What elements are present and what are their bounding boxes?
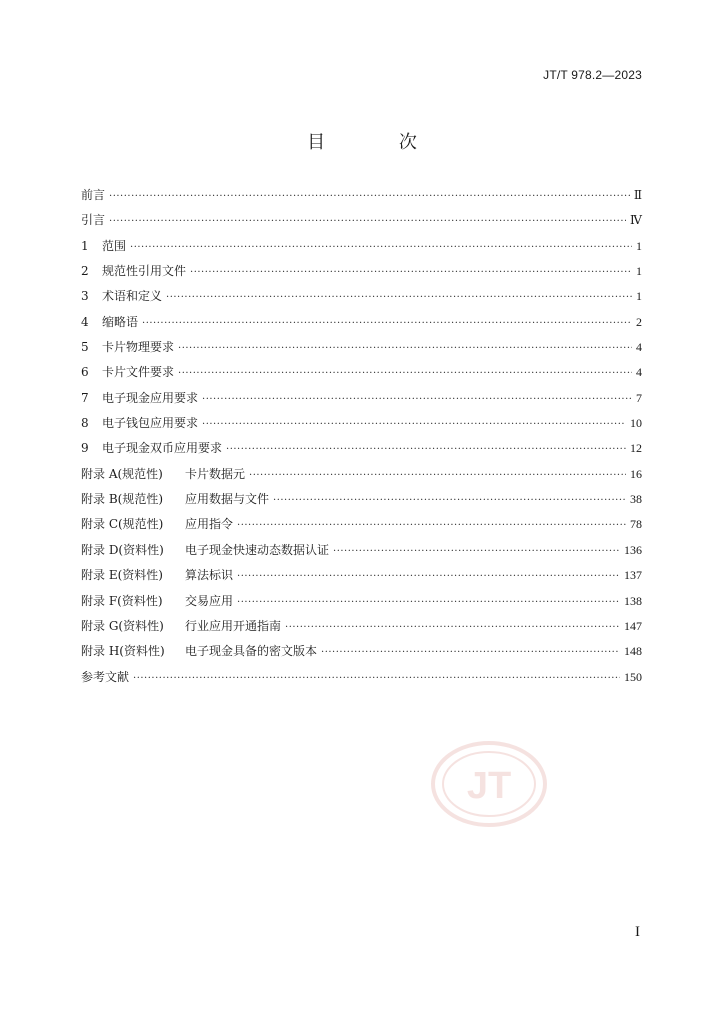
toc-leader-dots [178,340,632,358]
toc-entry-page: 4 [636,365,642,380]
toc-entry-number: 附录 D(资料性) [81,542,164,557]
toc-entry-number: 4 [81,314,89,329]
jt-seal-icon [430,740,548,828]
toc-entry[interactable] [81,313,642,338]
toc-entry-number: 8 [81,416,89,431]
toc-entry[interactable] [81,186,642,211]
toc-entry[interactable] [81,617,642,642]
toc-leader-dots [166,289,632,307]
toc-entry-label: 交易应用 [185,593,234,608]
toc-entry-label: 前言 [81,188,106,202]
toc-entry-number: 3 [81,289,89,304]
toc-entry[interactable] [81,541,642,566]
toc-entry-label: 电子现金具备的密文版本 [185,644,318,659]
toc-entry-page: 148 [624,644,642,659]
toc-entry-number: 9 [81,441,89,456]
toc-entry-page: 2 [636,314,642,329]
toc-leader-dots [321,644,620,662]
toc-entry-number: 附录 B(规范性) [81,492,163,507]
toc-entry-number: 附录 H(资料性) [81,644,165,659]
toc-entry-number: 2 [81,264,89,279]
toc-leader-dots [109,188,630,206]
toc-entry-label: 引言 [81,213,106,228]
toc-entry[interactable] [81,515,642,540]
toc-entry-label: 算法标识 [185,568,234,583]
toc-leader-dots [285,619,620,637]
toc-entry-page: 78 [630,517,642,532]
standard-number: JT/T 978.2—2023 [543,68,642,82]
page-number: I [635,924,640,940]
toc-entry-label: 术语和定义 [102,289,163,304]
toc-entry-page: 12 [630,441,642,456]
toc-entry[interactable] [81,237,642,262]
toc-leader-dots [190,264,632,282]
toc-entry[interactable] [81,338,642,363]
toc-leader-dots [237,568,620,586]
toc-entry-label: 行业应用开通指南 [185,618,282,633]
toc-entry-page: 1 [636,238,642,253]
toc-leader-dots [133,670,620,688]
toc-entry[interactable] [81,439,642,464]
toc-leader-dots [226,441,626,459]
toc-entry-number: 附录 F(资料性) [81,593,163,608]
toc-entry[interactable] [81,363,642,388]
toc-entry-page: 136 [624,542,642,557]
toc-entry-number: 7 [81,390,89,405]
toc-leader-dots [333,543,620,561]
toc-leader-dots [237,594,620,612]
toc-entry[interactable] [81,592,642,617]
toc-entry-label: 缩略语 [102,314,139,329]
toc-leader-dots [273,492,626,510]
toc-entry-page: 137 [624,568,642,583]
toc-entry[interactable] [81,414,642,439]
toc-entry-label: 范围 [102,238,127,253]
toc-entry-number: 附录 C(规范性) [81,517,164,532]
toc-entry-label: 卡片文件要求 [102,365,175,380]
toc-entry-page: 147 [624,618,642,633]
toc-leader-dots [202,416,626,434]
toc-entry[interactable] [81,668,642,693]
toc-leader-dots [109,213,626,231]
toc-entry-label: 卡片物理要求 [102,340,175,355]
page-title: 目 次 [307,132,451,153]
toc-entry-page: 10 [630,416,642,431]
toc-entry[interactable] [81,389,642,414]
toc-entry-label: 卡片数据元 [185,466,246,481]
toc-entry-number: 1 [81,238,89,253]
toc-entry-label: 电子现金快速动态数据认证 [185,542,330,557]
toc-entry-label: 规范性引用文件 [102,264,187,279]
toc-entry-number: 5 [81,340,89,355]
toc-leader-dots [130,239,632,257]
table-of-contents [81,186,642,693]
toc-entry[interactable] [81,490,642,515]
toc-leader-dots [249,467,626,485]
toc-entry-page: 138 [624,593,642,608]
toc-entry[interactable] [81,262,642,287]
toc-leader-dots [142,315,632,333]
toc-entry-label: 电子现金应用要求 [102,390,199,405]
toc-entry-label: 电子现金双币应用要求 [102,441,223,456]
toc-entry-label: 应用数据与文件 [185,492,270,507]
toc-leader-dots [202,391,632,409]
toc-entry-number: 附录 A(规范性) [81,466,163,481]
toc-entry-page: 1 [636,289,642,304]
toc-entry-page: 7 [636,390,642,405]
toc-leader-dots [178,365,632,383]
toc-entry[interactable] [81,211,642,236]
toc-entry-page: 1 [636,264,642,279]
toc-entry-page: 38 [630,492,642,507]
toc-entry[interactable] [81,465,642,490]
toc-entry-page: 16 [630,466,642,481]
toc-entry-number: 6 [81,365,89,380]
toc-entry-label: 应用指令 [185,517,234,532]
toc-entry[interactable] [81,566,642,591]
toc-entry-label: 参考文献 [81,669,130,684]
toc-entry-label: 电子钱包应用要求 [102,416,199,431]
toc-entry[interactable] [81,287,642,312]
watermark-text: JT [466,765,512,807]
toc-entry-page: 4 [636,340,642,355]
toc-leader-dots [237,517,626,535]
toc-entry-page: 150 [624,669,642,684]
toc-entry-page: Ⅳ [630,213,642,228]
toc-entry-number: 附录 E(资料性) [81,568,163,583]
toc-entry-page: Ⅱ [633,188,642,202]
toc-entry[interactable] [81,642,642,667]
toc-entry-number: 附录 G(资料性) [81,618,164,633]
